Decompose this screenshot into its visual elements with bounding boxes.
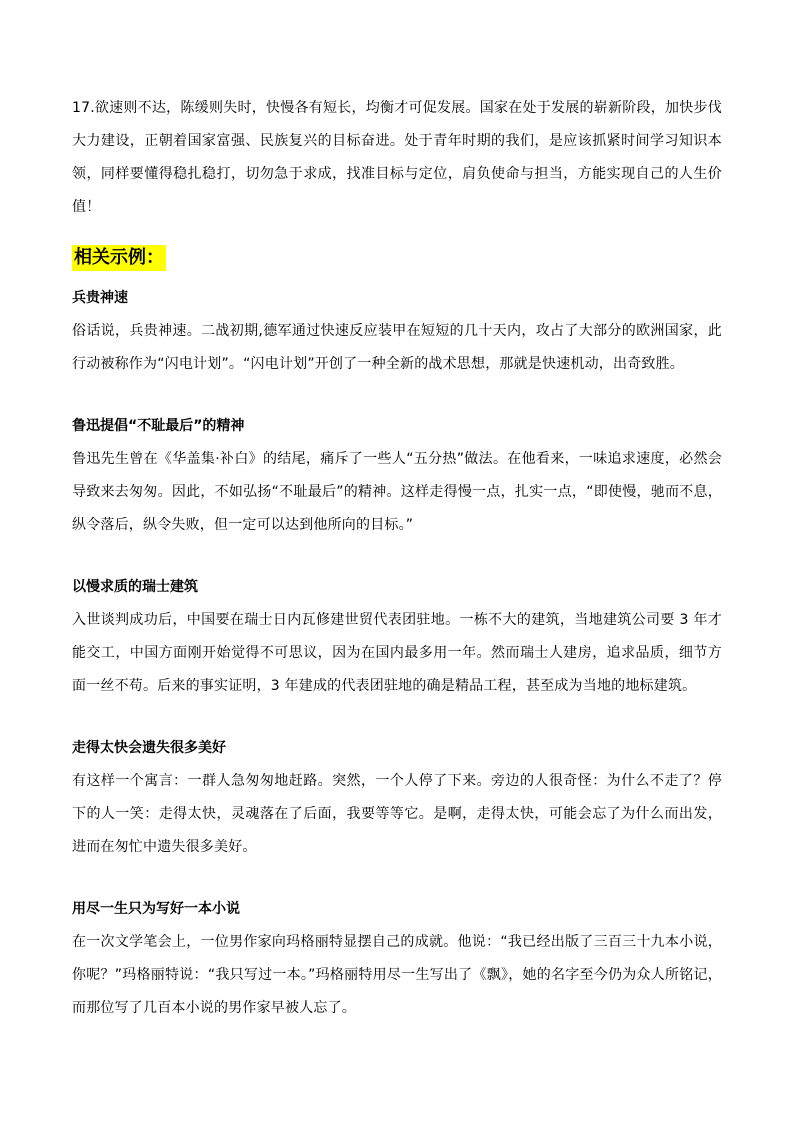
example-title: 兵贵神速 xyxy=(72,290,128,306)
document-page xyxy=(72,92,722,1025)
example-2 xyxy=(72,409,722,542)
spacer xyxy=(72,864,722,892)
example-body: 在一次文学笔会上，一位男作家向玛格丽特显摆自己的成就。他说：“我已经出版了三百三十九本小说，你呢？”玛格丽特说：“我只写过一本。”玛格丽特用尽一生写出了《飘》，她的名字至今仍为众人所铭记，而那位写了几百本小说的男作家早被人忘了。 xyxy=(72,934,722,1016)
example-title: 以慢求质的瑞士建筑 xyxy=(72,579,198,595)
section-title: 相关示例： xyxy=(72,245,166,271)
example-4 xyxy=(72,731,722,864)
example-body: 鲁迅先生曾在《华盖集·补白》的结尾，痛斥了一些人“五分热”做法。在他看来，一味追求速度，必然会导致来去匆匆。因此，不如弘扬“不耻最后”的精神。这样走得慢一点，扎实一点，“即使慢，驰而不息，纵令落后，纵令失败，但一定可以达到他所向的目标。” xyxy=(72,451,722,533)
example-body: 有这样一个寓言：一群人急匆匆地赶路。突然，一个人停了下来。旁边的人很奇怪：为什么不走了？停下的人一笑：走得太快，灵魂落在了后面，我要等等它。是啊，走得太快，可能会忘了为什么而出发，进而在匆忙中遗失很多美好。 xyxy=(72,773,722,855)
example-body: 入世谈判成功后，中国要在瑞士日内瓦修建世贸代表团驻地。一栋不大的建筑，当地建筑公司要 3 年才能交工，中国方面刚开始觉得不可思议，因为在国内最多用一年。然而瑞士人建房，追求品质，细节方面一丝不苟。后来的事实证明，3 年建成的代表团驻地的确是精品工程，甚至成为当地的地标建筑。 xyxy=(72,612,722,694)
example-title: 用尽一生只为写好一本小说 xyxy=(72,901,240,917)
section-header xyxy=(72,245,722,281)
example-title: 走得太快会遗失很多美好 xyxy=(72,740,226,756)
example-body: 俗话说，兵贵神速。二战初期,德军通过快速反应装甲在短短的几十天内，攻占了大部分的欧洲国家，此行动被称作为“闪电计划”。“闪电计划”开创了一种全新的战术思想，那就是快速机动，出奇致胜。 xyxy=(72,323,722,372)
example-3 xyxy=(72,570,722,703)
example-1 xyxy=(72,281,722,381)
spacer xyxy=(72,542,722,570)
example-5 xyxy=(72,892,722,1025)
intro-paragraph: 17.欲速则不达，陈缓则失时，快慢各有短长，均衡才可促发展。国家在处于发展的崭新阶段，加快步伐大力建设，正朝着国家富强、民族复兴的目标奋进。处于青年时期的我们，是应该抓紧时间学习知识本领，同样要懂得稳扎稳打，切勿急于求成，找准目标与定位，肩负使命与担当，方能实现自己的人生价值！ xyxy=(72,100,722,215)
spacer xyxy=(72,381,722,409)
spacer xyxy=(72,703,722,731)
example-title: 鲁迅提倡“不耻最后”的精神 xyxy=(72,418,245,434)
